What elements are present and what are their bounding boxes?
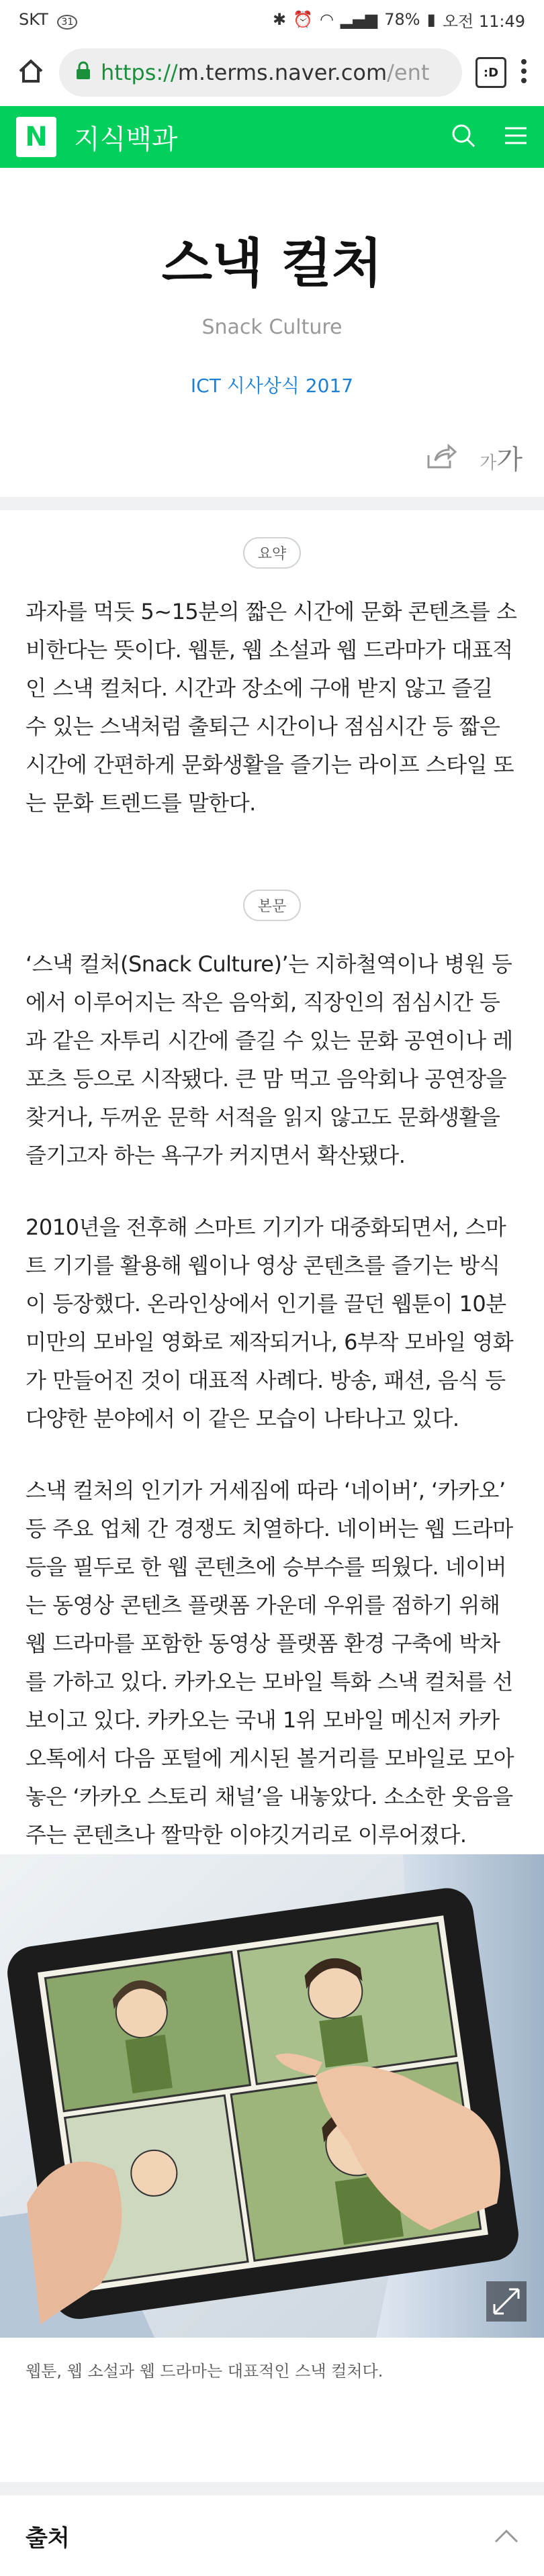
- battery-icon: ▮: [426, 10, 436, 29]
- summary-label: 요약: [243, 537, 302, 569]
- menu-icon[interactable]: [504, 125, 528, 149]
- alarm-icon: ⏰: [293, 10, 313, 29]
- body-label-wrap: [0, 890, 544, 921]
- wifi-icon: ◠: [319, 10, 334, 29]
- naver-logo[interactable]: N: [16, 117, 56, 157]
- naver-header: [0, 106, 544, 168]
- body-paragraph: 스낵 컬처의 인기가 거세짐에 따라 ‘네이버’, ‘카카오’ 등 주요 업체 간 경쟁도 치열하다. 네이버는 웹 드라마 등을 필두로 한 웹 콘텐츠에 승부수를 띄웠다. 네이버는 동영상 콘텐츠 플랫폼 가운데 우위를 점하기 위해 웹 드라마를 포함한 동영상 플랫폼 환경 구축에 박차를 가하고 있다. 카카오는 모바일 특화 스낵 컬처를 선보이고 있다. 카카오는 국내 1위 모바일 메신저 카카오톡에서 다음 포털에 게시된 볼거리를 모바일로 모아 놓은 ‘카카오 스토리 채널’을 내놓았다. 소소한 웃음을 주는 콘텐츠나 짤막한 이야깃거리로 이루어졌다.: [26, 1478, 514, 1848]
- image-caption: 웹툰, 웹 소설과 웹 드라마는 대표적인 스낵 컬처다.: [26, 2362, 383, 2381]
- summary-text: 과자를 먹듯 5~15분의 짧은 시간에 문화 콘텐츠를 소비한다는 뜻이다. 웹툰, 웹 소설과 웹 드라마가 대표적인 스낵 컬처다. 시간과 장소에 구애 받지 않고 즐길 수 있는 스낵처럼 출퇴근 시간이나 점심시간 등 짧은 시간에 간편하게 문화생활을 즐기는 라이프 스타일 또는 문화 트렌드를 말한다.: [26, 599, 517, 816]
- summary-label-wrap: [0, 537, 544, 569]
- chevron-up-icon[interactable]: [494, 2528, 518, 2543]
- url-host: m.terms.naver.com: [177, 60, 388, 85]
- more-icon[interactable]: [520, 58, 528, 87]
- font-size-button[interactable]: [480, 438, 523, 477]
- signal-icon: ▂▄▆: [340, 10, 378, 29]
- font-size-small: 가: [480, 453, 497, 473]
- url-scheme: https://: [101, 60, 178, 85]
- tab-switcher-label: :D: [483, 65, 499, 80]
- page-subtitle: Snack Culture: [201, 316, 343, 339]
- status-bar: [0, 0, 544, 39]
- font-size-large: 가: [496, 444, 523, 475]
- body-label: 본문: [243, 890, 302, 921]
- status-left: [19, 10, 77, 29]
- tablet-webtoon-illustration: [0, 1854, 544, 2338]
- notification-count-badge: 31: [57, 15, 77, 30]
- home-icon[interactable]: [16, 56, 46, 89]
- service-title[interactable]: 지식백과: [74, 124, 178, 155]
- article-tools: [0, 398, 544, 497]
- search-icon[interactable]: [450, 122, 477, 152]
- clock: 오전 11:49: [442, 11, 525, 31]
- status-right: [273, 8, 525, 32]
- page-title: 스낵 컬처: [161, 234, 383, 294]
- body-paragraph: ‘스낵 컬처(Snack Culture)’는 지하철역이나 병원 등에서 이루어지는 작은 음악회, 직장인의 점심시간 등과 같은 자투리 시간에 즐길 수 있는 문화 공연이나 레포츠 등으로 시작됐다. 큰 맘 먹고 음악회나 공연장을 찾거나, 두꺼운 문학 서적을 읽지 않고도 문화생활을 즐기고자 하는 욕구가 커지면서 확산됐다.: [26, 951, 513, 1168]
- url-field[interactable]: [59, 48, 462, 97]
- article-header: [0, 168, 544, 398]
- battery-percent: 78%: [384, 10, 420, 29]
- expand-icon[interactable]: [486, 2281, 527, 2322]
- source-label: 출처: [26, 2524, 70, 2552]
- bluetooth-icon: ✱: [272, 10, 287, 29]
- source-section[interactable]: [0, 2482, 544, 2576]
- section-divider: [0, 497, 544, 510]
- carrier-label: SKT: [19, 10, 48, 29]
- browser-toolbar: [0, 39, 544, 106]
- body-paragraph: 2010년을 전후해 스마트 기기가 대중화되면서, 스마트 기기를 활용해 웹이나 영상 콘텐츠를 즐기는 방식이 등장했다. 온라인상에서 인기를 끌던 웹툰이 10분 미만의 모바일 영화로 제작되거나, 6부작 모바일 영화가 만들어진 것이 대표적 사례다. 방송, 패션, 음식 등 다양한 분야에서 이 같은 모습이 나타나고 있다.: [26, 1214, 514, 1431]
- category-link[interactable]: ICT 시사상식 2017: [190, 375, 354, 397]
- article-image[interactable]: [0, 1854, 544, 2338]
- url-path: /ent: [387, 60, 430, 85]
- tab-switcher-icon[interactable]: [475, 57, 506, 88]
- lock-icon: [75, 60, 91, 85]
- share-icon[interactable]: [426, 443, 457, 473]
